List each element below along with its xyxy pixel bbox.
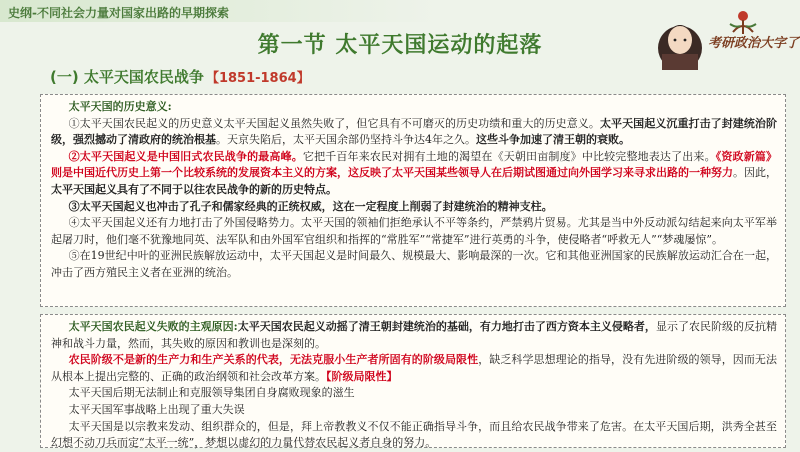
- significance-point-2: [51, 149, 777, 199]
- failure-point-1: [51, 319, 777, 352]
- text-run: 显示了农民阶级的反抗精神和战斗力量，然而，其失败的原因和教训也是深刻的。: [51, 320, 778, 350]
- text-run: 《资政新篇》则是中国近代历史上第一个比较系统的发展资本主义的方案，这反映了太平天国某些领导人在后期试图通过向外国学习来寻求出路的一种努力: [51, 149, 778, 180]
- text-run: 。因此，: [733, 166, 777, 180]
- text-run: ，缺乏科学思想理论的指导，没有先进阶级的领导，因而无法从根本上提出完整的、正确的政治纲领和社会改革方案。: [51, 353, 778, 383]
- failure-card: [40, 314, 786, 448]
- failure-point-4: 太平天国军事战略上出现了重大失误: [68, 402, 245, 416]
- significance-point-4: ④太平天国起义还有力地打击了外国侵略势力。太平天国的领袖们拒绝承认不平等条约，严禁鸦片贸易。尤其是当中外反动派勾结起来向太平军举起屠刀时，他们毫不犹豫地同英、法军队和由外国军官组织和指挥的“常胜军”“常捷军”进行英勇的斗争，使侵略者“呼救无人”“梦魂屡惊”。: [51, 216, 777, 246]
- significance-point-5: ⑤在19世纪中叶的亚洲民族解放运动中，太平天国起义是时间最久、规模最大、影响最深的一次。它和其他亚洲国家的民族解放运动汇合在一起，冲击了西方殖民主义者在亚洲的统治。: [51, 249, 777, 279]
- significance-point-1: [51, 116, 777, 149]
- failure-heading: 太平天国农民起义失败的主观原因:: [68, 320, 238, 333]
- section-title: (一) 太平天国农民战争: [50, 68, 204, 86]
- failure-point-2: [51, 352, 777, 385]
- text-run: 这些斗争加速了清王朝的衰败。: [476, 133, 630, 147]
- text-run: 太平天国起义沉重打击了封建统治阶级，强烈撼动了清政府的统治根基: [51, 116, 778, 147]
- page-title: 第一节 太平天国运动的起落: [257, 32, 543, 58]
- failure-point-3: 太平天国后期无法制止和克服领导集团自身腐败现象的滋生: [68, 386, 355, 400]
- text-run: 【阶级局限性】: [326, 369, 398, 383]
- section-years: 【1851-1864】: [205, 71, 310, 86]
- text-run: ①太平天国农民起义的历史意义太平天国起义虽然失败了，但它具有不可磨灭的历史功绩和重大的历史意义。: [68, 116, 600, 130]
- text-run: 。天京失陷后，太平天国余部仍坚持斗争达4年之久。: [216, 133, 476, 147]
- text-run: ②太平天国起义是中国旧式农民战争的最高峰。: [68, 149, 303, 163]
- text-run: 太平天国农民起义动摇了清王朝封建统治的基础，有力地打击了西方资本主义侵略者，: [237, 320, 656, 333]
- section-heading: [50, 66, 310, 87]
- failure-point-5: 太平天国是以宗教来发动、组织群众的，但是，拜上帝教教义不仅不能正确指导斗争，而且给农民战争带来了危害。在太平天国后期，洪秀全甚至幻想不动刀兵而定“太平一统”，梦想以虚幻的力量代替农民起义者自身的努力。: [51, 419, 777, 450]
- logo-text: 考研政治大字了: [708, 36, 800, 51]
- text-run: 它把千百年来农民对拥有土地的渴望在《天朝田亩制度》中比较完整地表达了出来。: [302, 149, 716, 163]
- significance-heading: 太平天国的历史意义:: [68, 100, 172, 113]
- breadcrumb: 史纲-不同社会力量对国家出路的早期探索: [8, 6, 229, 20]
- text-run: 太平天国起义具有了不同于以往农民战争的新的历史特点。: [51, 182, 337, 196]
- significance-point-3: ③太平天国起义也冲击了孔子和儒家经典的正统权威，这在一定程度上削弱了封建统治的精神支柱。: [68, 199, 553, 213]
- text-run: 农民阶级不是新的生产力和生产关系的代表，无法克服小生产者所固有的阶级局限性: [68, 353, 479, 367]
- significance-card: [40, 94, 786, 307]
